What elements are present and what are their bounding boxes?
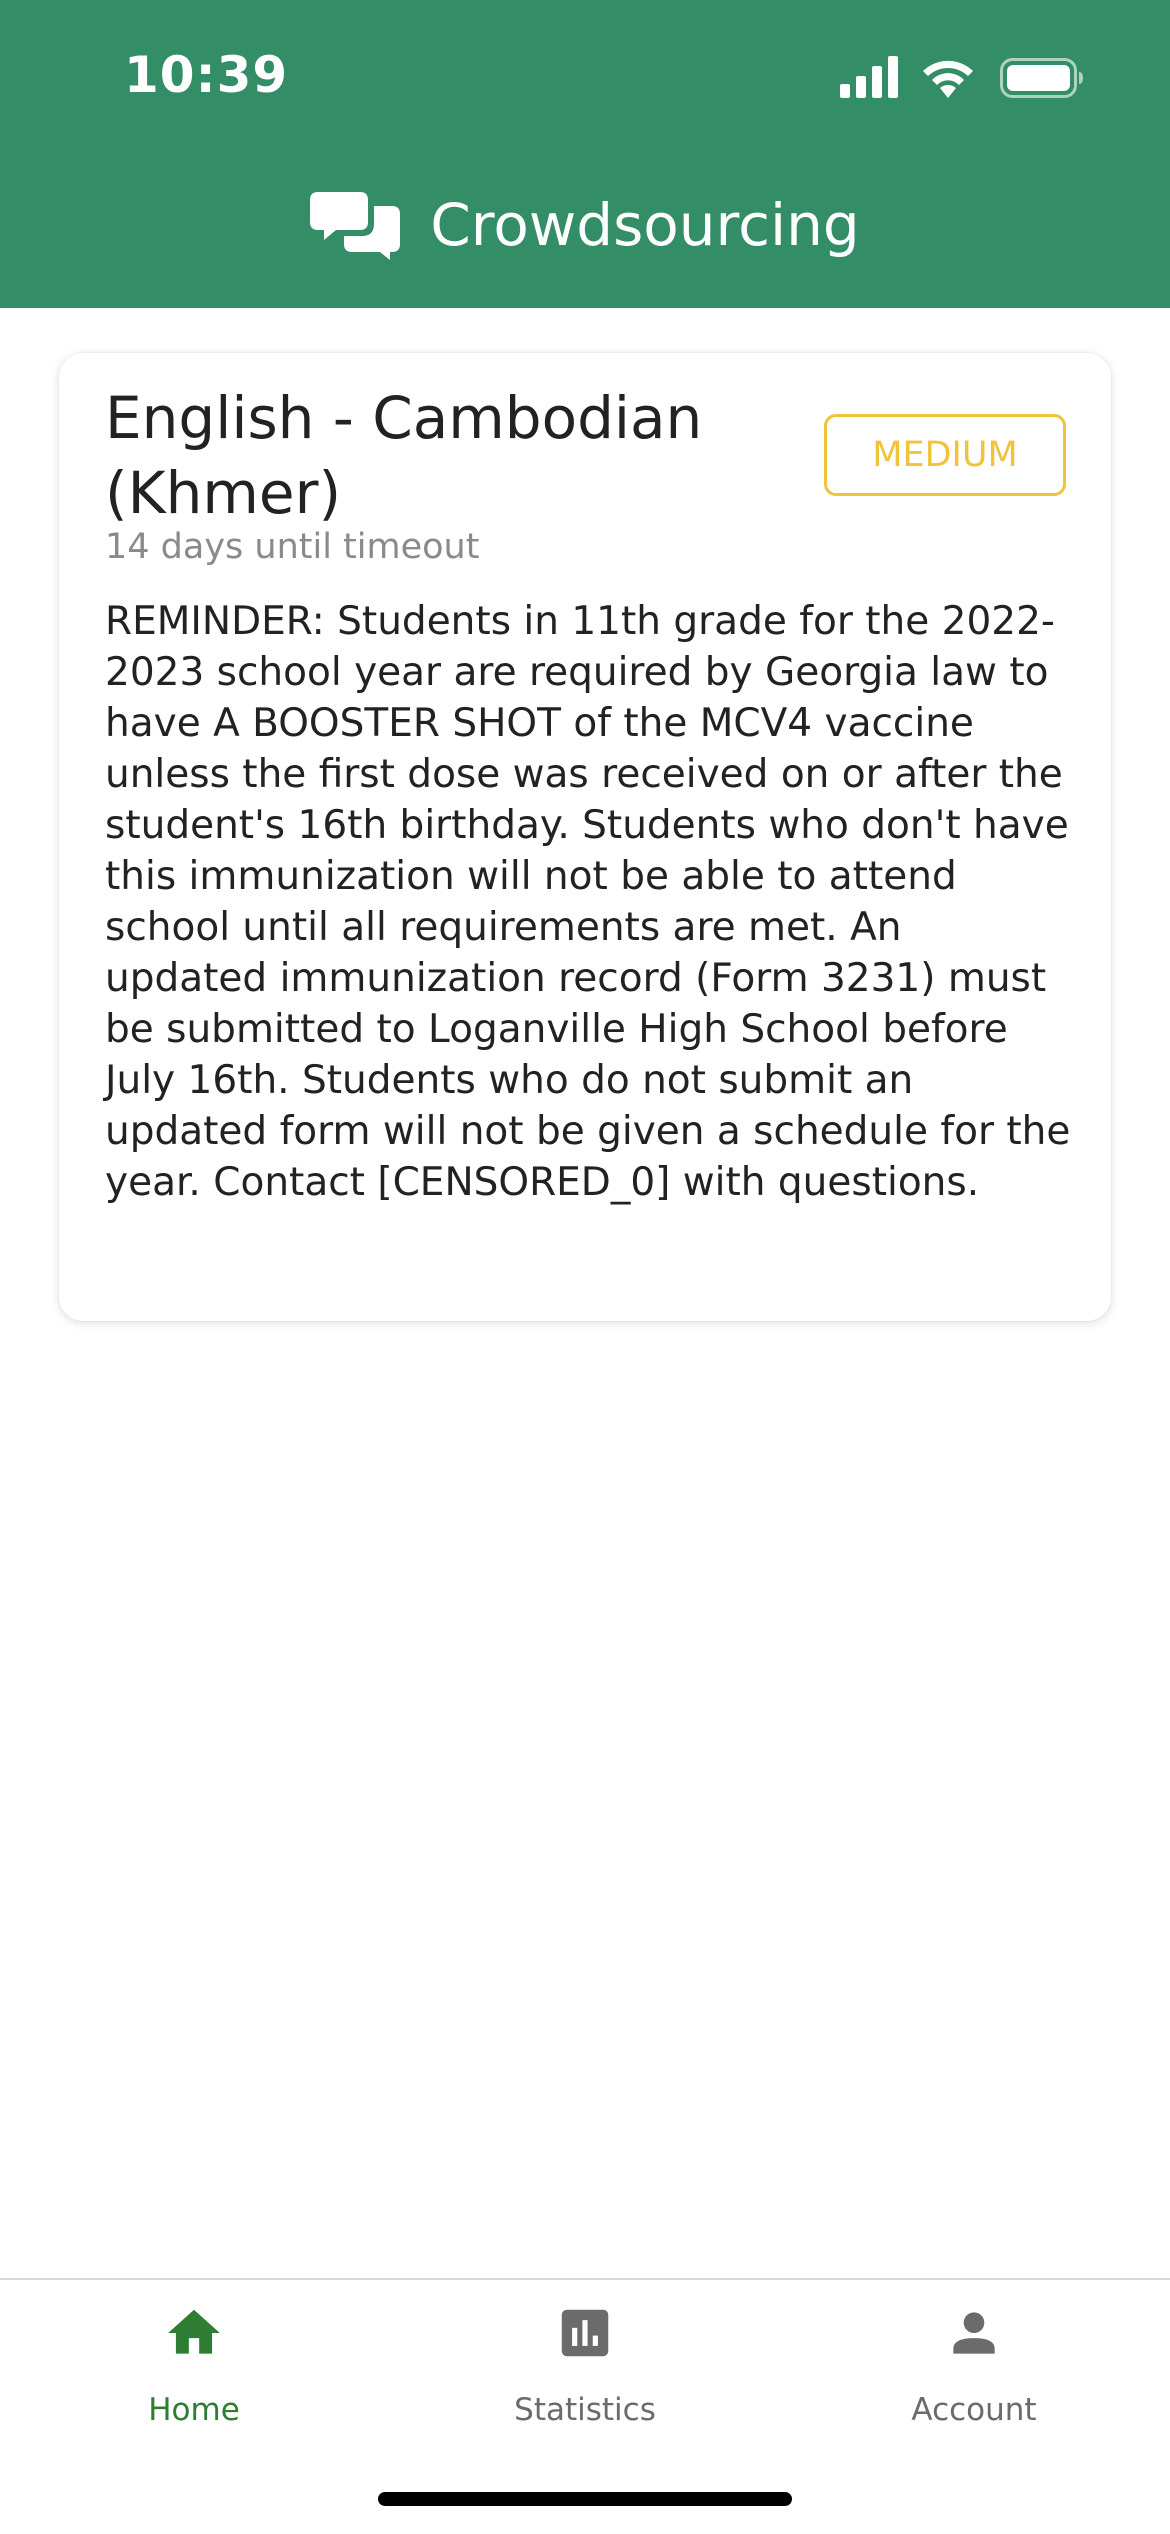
task-card[interactable] — [59, 353, 1111, 1321]
tab-statistics-label: Statistics — [514, 2392, 656, 2428]
tab-account[interactable] — [844, 2302, 1104, 2442]
chat-bubbles-icon — [310, 190, 400, 260]
tab-statistics[interactable] — [455, 2302, 715, 2442]
status-bar-icons — [840, 56, 1090, 100]
app-header — [0, 0, 1170, 308]
app-title-bar — [0, 180, 1170, 270]
battery-icon — [1000, 58, 1084, 98]
tab-home-label: Home — [148, 2392, 240, 2428]
home-indicator[interactable] — [378, 2492, 792, 2506]
timeout-text: 14 days until timeout — [105, 527, 480, 567]
task-source-text: REMINDER: Students in 11th grade for the 2022-2023 school year are required by Georgia law to have A BOOSTER SHOT of the MCV4 vaccine unless the first dose was received on or after the student's 16th birthday. Students who don't have this immunization will not be able to attend school until all requirements are met. An updated immunization record (Form 3231) must be submitted to Loganville High School before July 16th. Students who do not submit an updated form will not be given a schedule for the year. Contact [CENSORED_0] with questions. — [105, 599, 1071, 1205]
person-icon — [943, 2302, 1005, 2364]
tab-account-label: Account — [911, 2392, 1037, 2428]
cellular-signal-icon — [840, 56, 900, 100]
home-icon — [163, 2302, 225, 2364]
bar-chart-icon — [554, 2302, 616, 2364]
status-bar-time: 10:39 — [124, 46, 289, 104]
difficulty-badge: MEDIUM — [824, 414, 1066, 496]
task-language-pair: English - Cambodian (Khmer) — [105, 384, 703, 527]
tab-home[interactable] — [64, 2302, 324, 2442]
wifi-icon — [920, 56, 976, 100]
app-title: Crowdsourcing — [430, 191, 860, 259]
